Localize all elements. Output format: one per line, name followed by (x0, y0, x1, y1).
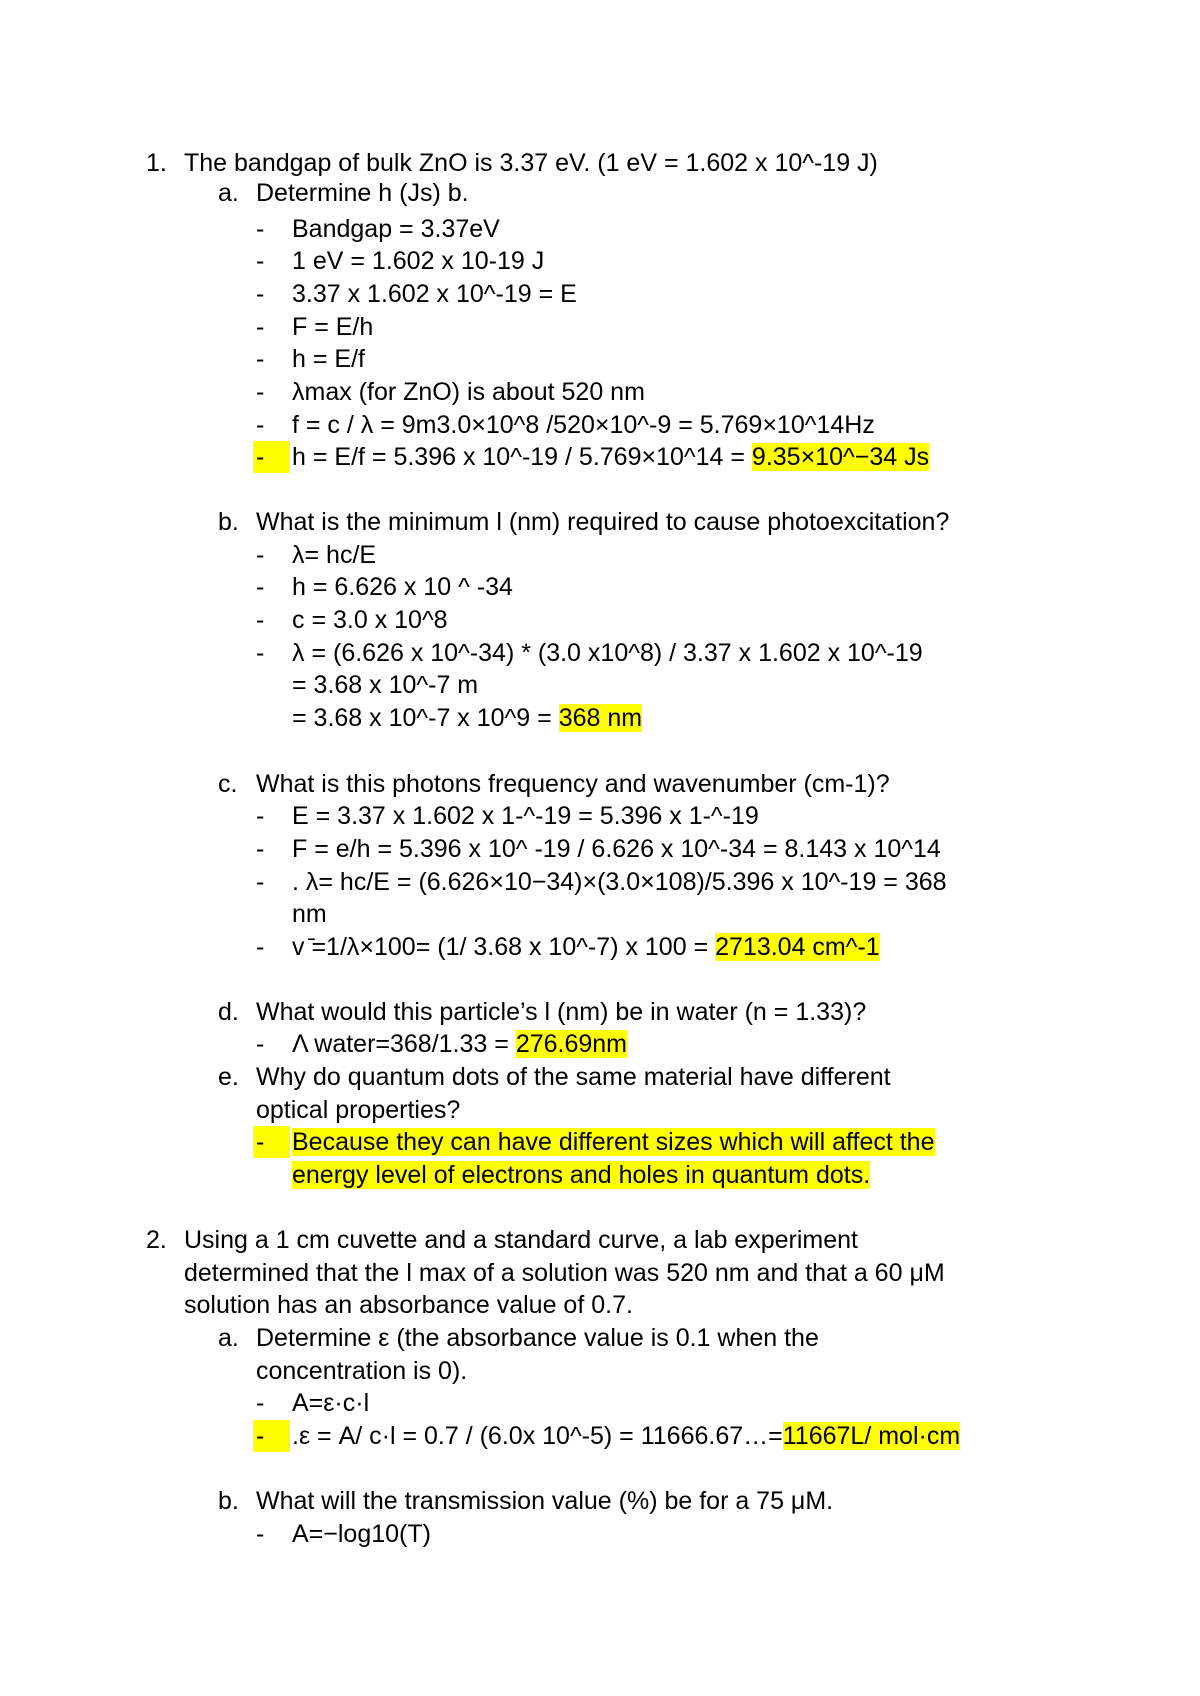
bullet-dash-highlighted (253, 441, 290, 473)
bullet-dash: - (256, 835, 265, 863)
bullet-dash: - (256, 802, 265, 830)
q1e-text: Why do quantum dots of the same material have different (256, 1063, 891, 1091)
q2b-text: What will the transmission value (%) be for a 75 μM. (256, 1487, 834, 1515)
q1b-text: What is the minimum l (nm) required to cause photoexcitation? (256, 508, 950, 536)
q1a-step: h = E/f (292, 345, 365, 373)
q1c-step-wrap: nm (292, 900, 327, 928)
q1c-step: F = e/h = 5.396 x 10^ -19 / 6.626 x 10^-34 = 8.143 x 10^14 (292, 835, 941, 863)
bullet-dash: - (256, 1389, 265, 1417)
q1a-label: a. (218, 179, 239, 207)
q1b-final (292, 702, 642, 734)
q2-text-wrap: solution has an absorbance value of 0.7. (184, 1291, 633, 1319)
q2a-text-wrap: concentration is 0). (256, 1357, 468, 1385)
q2a-label: a. (218, 1324, 239, 1352)
q1d-step (292, 1028, 627, 1060)
q1c-text: What is this photons frequency and wavenumber (cm-1)? (256, 770, 890, 798)
q1a-final (292, 441, 929, 473)
q1a-step: 3.37 x 1.602 x 10^-19 = E (292, 280, 577, 308)
q1b-step: c = 3.0 x 10^8 (292, 606, 448, 634)
q1a-step: λmax (for ZnO) is about 520 nm (292, 378, 645, 406)
bullet-dash: - (256, 280, 265, 308)
q1c-step: E = 3.37 x 1.602 x 1-^-19 = 5.396 x 1-^-19 (292, 802, 759, 830)
q2-text: Using a 1 cm cuvette and a standard curve, a lab experiment (184, 1226, 858, 1254)
q1-number: 1. (146, 149, 167, 177)
q1d-text: What would this particle’s l (nm) be in water (n = 1.33)? (256, 998, 867, 1026)
q1e-label: e. (218, 1063, 239, 1091)
q1a-final-answer: 9.35×10^−34 Js (751, 443, 930, 471)
bullet-dash: - (256, 1520, 265, 1548)
bullet-dash: - (256, 573, 265, 601)
q2a-final (292, 1420, 960, 1452)
q2a-final-answer: 11667L/ mol·cm (782, 1422, 961, 1450)
bullet-dash: - (256, 215, 265, 243)
q1d-step-text: Λ water=368/1.33 = (292, 1030, 516, 1058)
bullet-dash: - (256, 411, 265, 439)
q1a-step: 1 eV = 1.602 x 10-19 J (292, 247, 545, 275)
q1b-step: h = 6.626 x 10 ^ -34 (292, 573, 513, 601)
bullet-dash: - (256, 378, 265, 406)
bullet-dash: - (256, 443, 265, 471)
q1e-answer-line1: Because they can have different sizes which will affect the (292, 1128, 935, 1156)
q1b-label: b. (218, 508, 239, 536)
q1a-text: Determine h (Js) b. (256, 179, 469, 207)
q1c-step: . λ= hc/E = (6.626×10−34)×(3.0×108)/5.396 x 10^-19 = 368 (292, 868, 947, 896)
bullet-dash: - (256, 541, 265, 569)
bullet-dash: - (256, 1030, 265, 1058)
q2a-step: A=ε·c·l (292, 1389, 370, 1417)
bullet-dash: - (256, 933, 265, 961)
q1a-step: Bandgap = 3.37eV (292, 215, 500, 243)
q1b-final-text: = 3.68 x 10^-7 x 10^9 = (292, 704, 559, 732)
q1c-label: c. (218, 770, 238, 798)
q2-text-wrap: determined that the l max of a solution was 520 nm and that a 60 μM (184, 1259, 945, 1287)
q1c-final-answer: 2713.04 cm^-1 (715, 933, 880, 961)
bullet-dash: - (256, 606, 265, 634)
bullet-dash: - (256, 1422, 265, 1450)
q1b-step: λ= hc/E (292, 541, 377, 569)
q2b-label: b. (218, 1487, 239, 1515)
q1d-answer: 276.69nm (515, 1030, 628, 1058)
q2-number: 2. (146, 1226, 167, 1254)
q1e-text-wrap: optical properties? (256, 1096, 461, 1124)
q2a-text: Determine ε (the absorbance value is 0.1 when the (256, 1324, 819, 1352)
bullet-dash: - (256, 247, 265, 275)
q1a-step: F = E/h (292, 313, 374, 341)
bullet-dash: - (256, 868, 265, 896)
bullet-dash: - (256, 345, 265, 373)
q1c-final-text: v ̄=1/λ×100= (1/ 3.68 x 10^-7) x 100 = (292, 933, 716, 961)
bullet-dash-highlighted (253, 1420, 290, 1452)
q1-text: The bandgap of bulk ZnO is 3.37 eV. (1 eV = 1.602 x 10^-19 J) (184, 149, 878, 177)
q1b-final-answer: 368 nm (558, 704, 643, 732)
q2b-step: A=−log10(T) (292, 1520, 431, 1548)
q1e-answer (292, 1126, 935, 1158)
q1b-cont: = 3.68 x 10^-7 m (292, 671, 479, 699)
q1d-label: d. (218, 998, 239, 1026)
q1b-step: λ = (6.626 x 10^-34) * (3.0 x10^8) / 3.37 x 1.602 x 10^-19 (292, 639, 923, 667)
q1e-answer-wrap (292, 1159, 870, 1191)
q1c-final (292, 931, 880, 963)
q2a-final-text: .ε = A/ c·l = 0.7 / (6.0x 10^-5) = 11666.67…= (292, 1422, 783, 1450)
bullet-dash: - (256, 1128, 265, 1156)
q1a-final-text: h = E/f = 5.396 x 10^-19 / 5.769×10^14 = (292, 443, 752, 471)
bullet-dash-highlighted (253, 1126, 290, 1158)
q1a-step: f = c / λ = 9m3.0×10^8 /520×10^-9 = 5.769×10^14Hz (292, 411, 875, 439)
bullet-dash: - (256, 639, 265, 667)
q1e-answer-line2: energy level of electrons and holes in quantum dots. (292, 1161, 871, 1189)
bullet-dash: - (256, 313, 265, 341)
